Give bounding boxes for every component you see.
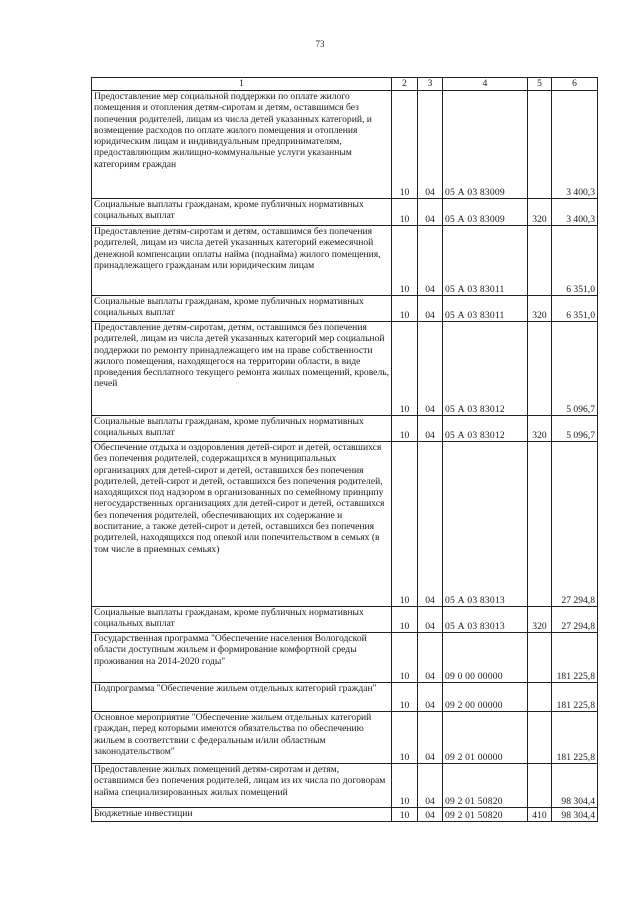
- table-row: [92, 607, 598, 633]
- header-cell: 3: [418, 78, 443, 91]
- row-description: Предоставление мер социальной поддержки по оплате жилого помещения и отопления детям-сиротам и детям, оставшимся без попечения родителей, лицам из числа детей указанных категорий, и возмещение расходов по оплате жилого помещения и отопления юридическим лицам и индивидуальным предпринимателям, предоставляющим жилищно-коммунальные услуги указанным категориям граждан: [92, 91, 392, 199]
- row-description: Социальные выплаты гражданам, кроме публичных нормативных социальных выплат: [92, 296, 392, 322]
- subsection-code: 04: [418, 683, 443, 712]
- table-row: [92, 296, 598, 322]
- header-cell: 5: [528, 78, 552, 91]
- amount-value: 5 096,7: [552, 416, 598, 442]
- subsection-code: 04: [418, 226, 443, 296]
- subsection-code: 04: [418, 808, 443, 822]
- expense-type-code: [528, 322, 552, 416]
- row-description: Социальные выплаты гражданам, кроме публичных нормативных социальных выплат: [92, 199, 392, 226]
- row-description: Подпрограмма "Обеспечение жильем отдельных категорий граждан": [92, 683, 392, 712]
- target-article-code: 09 2 00 00000: [443, 683, 528, 712]
- table-row: [92, 322, 598, 416]
- subsection-code: 04: [418, 607, 443, 633]
- amount-value: 6 351,0: [552, 226, 598, 296]
- subsection-code: 04: [418, 764, 443, 808]
- expense-type-code: 320: [528, 607, 552, 633]
- table-row: [92, 683, 598, 712]
- section-code: 10: [392, 712, 418, 764]
- table-row: [92, 91, 598, 199]
- expense-type-code: [528, 712, 552, 764]
- expense-type-code: [528, 683, 552, 712]
- subsection-code: 04: [418, 199, 443, 226]
- row-description: Бюджетные инвестиции: [92, 808, 392, 822]
- subsection-code: 04: [418, 633, 443, 683]
- expense-type-code: [528, 91, 552, 199]
- row-description: Основное мероприятие "Обеспечение жильем отдельных категорий граждан, перед которыми имеются обязательства по обеспечению жильем в соответствии с федеральным и/или областным законодательством": [92, 712, 392, 764]
- header-cell: 1: [92, 78, 392, 91]
- table-row: [92, 442, 598, 607]
- budget-table: [91, 77, 598, 822]
- target-article-code: 05 А 03 83009: [443, 91, 528, 199]
- amount-value: 3 400,3: [552, 91, 598, 199]
- table-row: [92, 712, 598, 764]
- expense-type-code: 320: [528, 416, 552, 442]
- table-row: [92, 199, 598, 226]
- expense-type-code: 410: [528, 808, 552, 822]
- amount-value: 27 294,8: [552, 442, 598, 607]
- subsection-code: 04: [418, 322, 443, 416]
- target-article-code: 05 А 03 83011: [443, 296, 528, 322]
- row-description: Предоставление детям-сиротам, детям, оставшимся без попечения родителей, лицам из числа детей указанных категорий мер социальной поддержки по ремонту принадлежащего им на праве собственности жилого помещения, находящегося на территории области, в виде проведения бесплатного текущего ремонта жилых помещений, кровель, печей: [92, 322, 392, 416]
- expense-type-code: [528, 764, 552, 808]
- amount-value: 181 225,8: [552, 683, 598, 712]
- table-row: [92, 633, 598, 683]
- row-description: Обеспечение отдыха и оздоровления детей-сирот и детей, оставшихся без попечения родителей, содержащихся в муниципальных организациях для детей-сирот и детей, оставшихся без попечения родителей, детей-сирот и детей, оставшихся без попечения родителей, находящихся под надзором в организованных по семейному принципу негосударственных организациях для детей-сирот и детей, оставшихся без попечения родителей, обеспечивающих их содержание и воспитание, а также детей-сирот и детей, оставшихся без попечения родителей, находящихся под опекой или попечительством в семьях (в том числе в приемных семьях): [92, 442, 392, 607]
- target-article-code: 05 А 03 83011: [443, 226, 528, 296]
- table-header-row: [92, 78, 598, 91]
- section-code: 10: [392, 633, 418, 683]
- expense-type-code: [528, 442, 552, 607]
- target-article-code: 09 0 00 00000: [443, 633, 528, 683]
- header-cell: 6: [552, 78, 598, 91]
- section-code: 10: [392, 199, 418, 226]
- section-code: 10: [392, 416, 418, 442]
- subsection-code: 04: [418, 442, 443, 607]
- row-description: Социальные выплаты гражданам, кроме публичных нормативных социальных выплат: [92, 416, 392, 442]
- section-code: 10: [392, 296, 418, 322]
- table-row: [92, 226, 598, 296]
- amount-value: 181 225,8: [552, 633, 598, 683]
- subsection-code: 04: [418, 416, 443, 442]
- amount-value: 98 304,4: [552, 808, 598, 822]
- expense-type-code: 320: [528, 199, 552, 226]
- section-code: 10: [392, 442, 418, 607]
- subsection-code: 04: [418, 712, 443, 764]
- section-code: 10: [392, 808, 418, 822]
- amount-value: 3 400,3: [552, 199, 598, 226]
- expense-type-code: [528, 226, 552, 296]
- amount-value: 27 294,8: [552, 607, 598, 633]
- target-article-code: 09 2 01 50820: [443, 764, 528, 808]
- amount-value: 5 096,7: [552, 322, 598, 416]
- header-cell: 4: [443, 78, 528, 91]
- section-code: 10: [392, 91, 418, 199]
- page-number: 73: [315, 39, 325, 49]
- target-article-code: 05 А 03 83012: [443, 416, 528, 442]
- table-row: [92, 416, 598, 442]
- expense-type-code: [528, 633, 552, 683]
- subsection-code: 04: [418, 91, 443, 199]
- row-description: Предоставление жилых помещений детям-сиротам и детям, оставшимся без попечения родителей, лицам из их числа по договорам найма специализированных жилых помещений: [92, 764, 392, 808]
- section-code: 10: [392, 226, 418, 296]
- target-article-code: 05 А 03 83013: [443, 607, 528, 633]
- expense-type-code: 320: [528, 296, 552, 322]
- amount-value: 6 351,0: [552, 296, 598, 322]
- table-row: [92, 808, 598, 822]
- section-code: 10: [392, 322, 418, 416]
- amount-value: 181 225,8: [552, 712, 598, 764]
- target-article-code: 05 А 03 83009: [443, 199, 528, 226]
- row-description: Социальные выплаты гражданам, кроме публичных нормативных социальных выплат: [92, 607, 392, 633]
- target-article-code: 09 2 01 00000: [443, 712, 528, 764]
- table-row: [92, 764, 598, 808]
- section-code: 10: [392, 607, 418, 633]
- target-article-code: 05 А 03 83013: [443, 442, 528, 607]
- section-code: 10: [392, 683, 418, 712]
- header-cell: 2: [392, 78, 418, 91]
- target-article-code: 09 2 01 50820: [443, 808, 528, 822]
- section-code: 10: [392, 764, 418, 808]
- subsection-code: 04: [418, 296, 443, 322]
- target-article-code: 05 А 03 83012: [443, 322, 528, 416]
- amount-value: 98 304,4: [552, 764, 598, 808]
- row-description: Государственная программа "Обеспечение населения Вологодской области доступным жильем и формирование комфортной среды проживания на 2014-2020 годы": [92, 633, 392, 683]
- row-description: Предоставление детям-сиротам и детям, оставшимся без попечения родителей, лицам из числа детей указанных категорий ежемесячной денежной компенсации оплаты найма (поднайма) жилого помещения, принадлежащего гражданам или юридическим лицам: [92, 226, 392, 296]
